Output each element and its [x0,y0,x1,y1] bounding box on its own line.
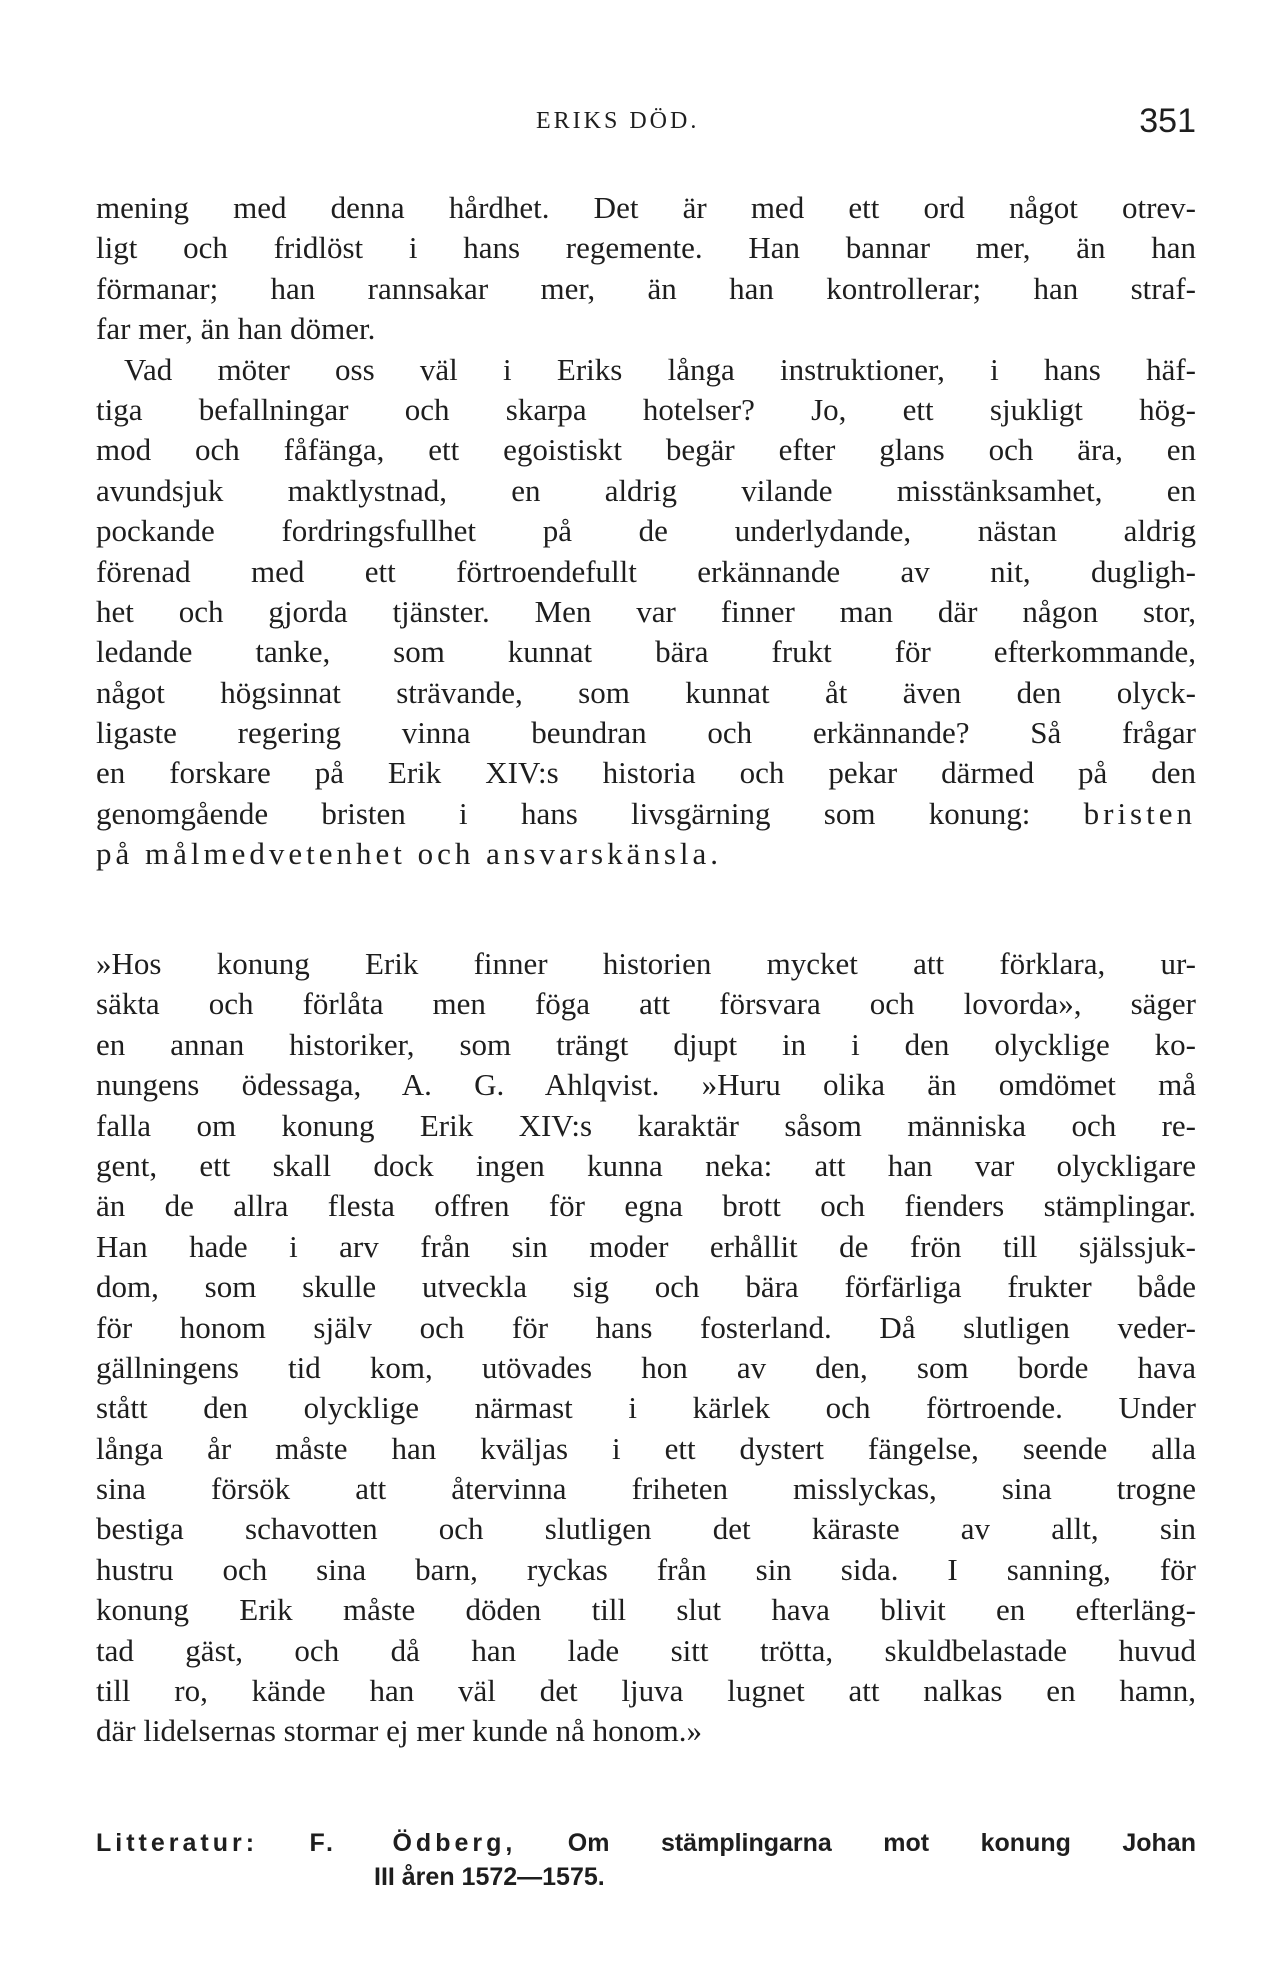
paragraph-2-line: förenad med ett förtroendefullt erkännande av nit, dugligh- [96,553,1196,589]
paragraph-2-line: Vad möter oss väl i Eriks långa instruktioner, i hans häf- [124,351,1196,387]
running-head [96,102,1196,148]
text-block-main [96,188,1196,875]
quotation-block [96,944,1196,1752]
paragraph-3-line: en annan historiker, som trängt djupt in i den olycklige ko- [96,1026,1196,1062]
paragraph-2-line: en forskare på Erik XIV:s historia och pekar därmed på den [96,755,1196,791]
paragraph-2-line: mod och fåfänga, ett egoistiskt begär efter glans och ära, en [96,432,1196,468]
paragraph-2-line: tiga befallningar och skarpa hotelser? Jo, ett sjukligt hög- [96,391,1196,427]
paragraph-1-line: mening med denna hårdhet. Det är med ett ord något otrev- [96,190,1196,225]
paragraph-3-line: bestiga schavotten och slutligen det käraste av allt, sin [96,1511,1196,1547]
paragraph-1-line: förmanar; han rannsakar mer, än han kontrollerar; han straf- [96,270,1196,306]
paragraph-2-line [96,794,1196,834]
paragraph-2-line: något högsinnat strävande, som kunnat åt även den olyck- [96,674,1196,710]
paragraph-3-line: tad gäst, och då han lade sitt trötta, skuldbelastade huvud [96,1632,1196,1668]
paragraph-1-line: far mer, än han dömer. [96,311,376,347]
paragraph-3-line: sina försök att återvinna friheten misslyckas, sina trogne [96,1471,1196,1507]
paragraph-3-line: än de allra flesta offren för egna brott och fienders stämplingar. [96,1188,1196,1224]
literature-title: Om stämplingarna mot konung Johan [567,1829,1196,1857]
paragraph-3-line: dom, som skulle utveckla sig och bära förfärliga frukter både [96,1269,1196,1305]
paragraph-3-line: hustru och sina barn, ryckas från sin sida. I sanning, för [96,1551,1196,1587]
running-title: ERIKS DÖD. [536,108,700,134]
paragraph-3-line: säkta och förlåta men föga att försvara och lovorda», säger [96,986,1196,1022]
paragraph-3-line: konung Erik måste döden till slut hava blivit en efterläng- [96,1592,1196,1628]
paragraph-3-line: gällningens tid kom, utövades hon av den, som borde hava [96,1349,1196,1385]
literature-title-continued: III åren 1572—1575. [374,1863,605,1891]
paragraph-3-line: nungens ödessaga, A. G. Ahlqvist. »Huru olika än omdömet må [96,1067,1196,1103]
literature-line [96,1826,1196,1860]
literature-author: F. Ödberg, [309,1829,517,1857]
paragraph-3-line: stått den olycklige närmast i kärlek och förtroende. Under [96,1390,1196,1426]
emphasis-spaced-text: bristen [1083,795,1196,831]
paragraph-3-line: för honom själv och för hans fosterland. Då slutligen veder- [96,1309,1196,1345]
paragraph-3-line: långa år måste han kväljas i ett dystert fängelse, seende alla [96,1430,1196,1466]
paragraph-2-line: avundsjuk maktlystnad, en aldrig vilande misstänksamhet, en [96,472,1196,508]
paragraph-3-line: »Hos konung Erik finner historien mycket att förklara, ur- [96,946,1196,981]
paragraph-2-line: ligaste regering vinna beundran och erkännande? Så frågar [96,715,1196,751]
paragraph-3-line: där lidelsernas stormar ej mer kunde nå honom.» [96,1713,703,1749]
paragraph-1-line: ligt och fridlöst i hans regemente. Han bannar mer, än han [96,230,1196,266]
paragraph-3-line: Han hade i arv från sin moder erhållit de frön till själssjuk- [96,1228,1196,1264]
paragraph-2-line: het och gjorda tjänster. Men var finner man där någon stor, [96,593,1196,629]
emphasis-spaced-text: på målmedvetenhet och ansvarskänsla. [96,836,723,872]
paragraph-3-line: gent, ett skall dock ingen kunna neka: att han var olyckligare [96,1147,1196,1183]
paragraph-2-text: genomgående bristen i hans livsgärning som konung: [96,795,1084,831]
literature-reference [96,1826,1196,1894]
paragraph-2-line: ledande tanke, som kunnat bära frukt för efterkommande, [96,634,1196,670]
page-number: 351 [1139,102,1196,140]
paragraph-3-line: till ro, kände han väl det ljuva lugnet att nalkas en hamn, [96,1673,1196,1709]
paragraph-3-line: falla om konung Erik XIV:s karaktär såsom människa och re- [96,1107,1196,1143]
literature-label: Litteratur: [96,1829,259,1857]
paragraph-2-line: pockande fordringsfullhet på de underlydande, nästan aldrig [96,513,1196,549]
